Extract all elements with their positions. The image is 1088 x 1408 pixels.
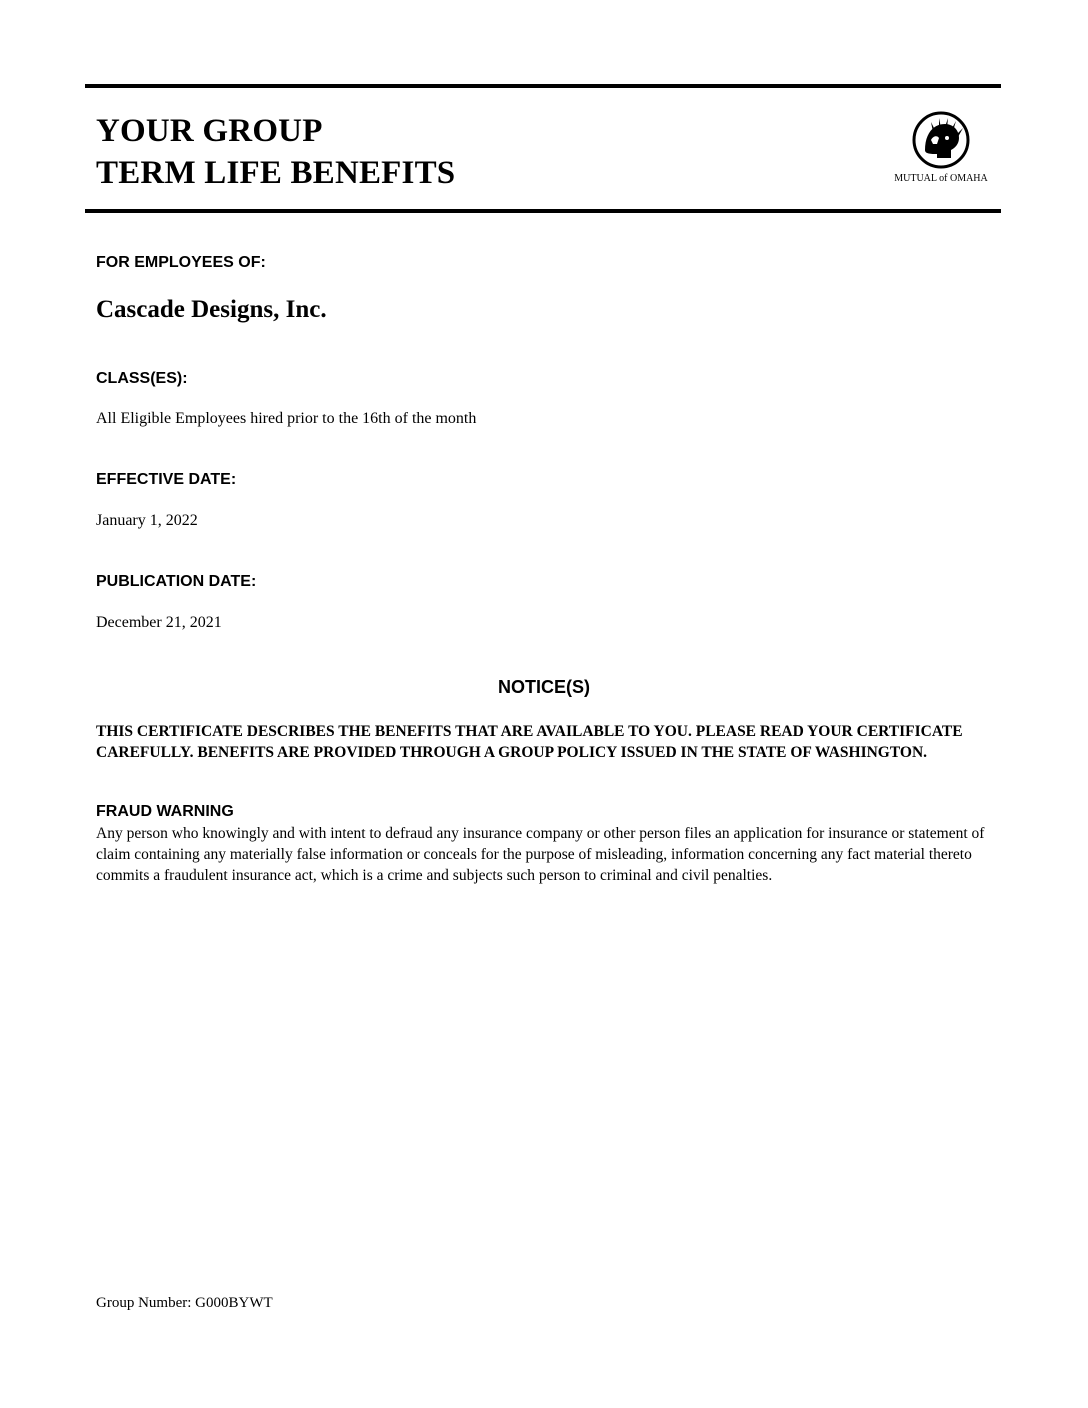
classes-value: All Eligible Employees hired prior to the 16th of the month — [96, 410, 477, 427]
employer-name: Cascade Designs, Inc. — [96, 296, 327, 323]
header-bottom-rule — [85, 209, 1001, 213]
title-line-2: TERM LIFE BENEFITS — [96, 155, 456, 191]
indian-head-icon — [911, 110, 971, 170]
effective-date-value: January 1, 2022 — [96, 512, 198, 529]
publication-date-value: December 21, 2021 — [96, 614, 222, 631]
effective-date-label: EFFECTIVE DATE: — [96, 471, 237, 488]
title-line-1: YOUR GROUP — [96, 113, 323, 149]
employees-of-label: FOR EMPLOYEES OF: — [96, 254, 266, 271]
certificate-notice: THIS CERTIFICATE DESCRIBES THE BENEFITS THAT ARE AVAILABLE TO YOU. PLEASE READ YOUR CERTIFICATE CAREFULLY. BENEFITS ARE PROVIDED THROUGH A GROUP POLICY ISSUED IN THE STATE OF WASHINGTON. — [96, 723, 963, 761]
header-top-rule — [85, 84, 1001, 88]
mutual-of-omaha-logo — [886, 110, 996, 190]
fraud-warning-heading: FRAUD WARNING — [96, 803, 234, 820]
logo-wordmark: MUTUAL of OMAHA — [894, 173, 988, 184]
publication-date-label: PUBLICATION DATE: — [96, 573, 257, 590]
group-number: Group Number: G000BYWT — [96, 1295, 273, 1311]
page-title — [96, 110, 455, 194]
notices-heading: NOTICE(S) — [498, 677, 590, 697]
fraud-warning-text: Any person who knowingly and with intent to defraud any insurance company or other person files an application for insurance or statement of claim containing any materially false information or conceals for the purpose of misleading, information concerning any fact material thereto commits a fraudulent insurance act, which is a crime and subjects such person to criminal and civil penalties. — [96, 825, 985, 884]
classes-label: CLASS(ES): — [96, 370, 188, 387]
